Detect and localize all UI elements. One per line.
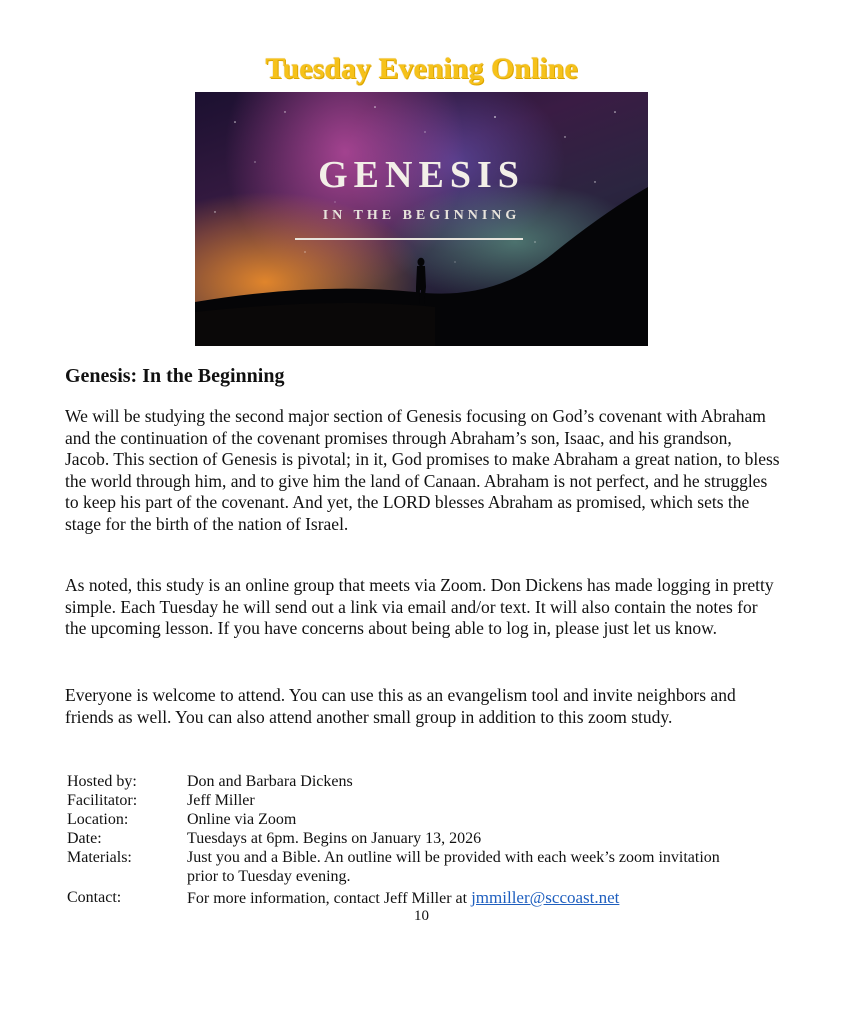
details-row-date xyxy=(67,829,787,848)
date-label: Date: xyxy=(67,830,102,847)
hosted-label: Hosted by: xyxy=(67,773,137,790)
contact-label: Contact: xyxy=(67,889,122,906)
contact-text: For more information, contact Jeff Miller at xyxy=(187,890,472,907)
materials-label: Materials: xyxy=(67,849,132,866)
banner-title: GENESIS xyxy=(318,154,525,196)
section-heading: Genesis: In the Beginning xyxy=(65,365,285,387)
details-row-location xyxy=(67,810,787,829)
banner-subtitle: IN THE BEGINNING xyxy=(322,208,521,223)
hosted-value: Don and Barbara Dickens xyxy=(187,773,353,790)
genesis-banner-image xyxy=(195,92,648,346)
location-value: Online via Zoom xyxy=(187,811,297,828)
contact-email-link[interactable]: jmmiller@sccoast.net xyxy=(471,888,620,907)
details-table xyxy=(67,772,787,908)
details-row-contact xyxy=(67,886,787,908)
materials-value: Just you and a Bible. An outline will be provided with each week’s zoom invitation prior to Tuesday evening. xyxy=(187,849,720,885)
contact-cell xyxy=(187,886,787,908)
page-number: 10 xyxy=(414,908,429,924)
facilitator-label: Facilitator: xyxy=(67,792,138,809)
details-row-facilitator xyxy=(67,791,787,810)
person-silhouette xyxy=(416,258,426,304)
page-title: Tuesday Evening Online xyxy=(265,52,578,85)
location-label: Location: xyxy=(67,811,129,828)
details-row-materials xyxy=(67,848,787,886)
details-row-hosted xyxy=(67,772,787,791)
intro-paragraph: We will be studying the second major section of Genesis focusing on God’s covenant with Abraham and the continuation of the covenant promises through Abraham’s son, Isaac, and his grandson, Jacob. This section of Genesis is pivotal; in it, God promises to make Abraham a great nation, to bless the world through him, and to give him the land of Canaan. Abraham is not perfect, and he struggles to keep his part of the covenant. And yet, the LORD blesses Abraham as promised, which sets the stage for the birth of the nation of Israel. xyxy=(65,406,780,534)
zoom-paragraph: As noted, this study is an online group that meets via Zoom. Don Dickens has made logging in pretty simple. Each Tuesday he will send out a link via email and/or text. It will also contain the notes for the upcoming lesson. If you have concerns about being able to log in, please just let us know. xyxy=(65,575,774,639)
date-value: Tuesdays at 6pm. Begins on January 13, 2026 xyxy=(187,830,482,847)
banner-divider xyxy=(295,238,523,240)
welcome-paragraph: Everyone is welcome to attend. You can use this as an evangelism tool and invite neighbors and friends as well. You can also attend another small group in addition to this zoom study. xyxy=(65,685,736,727)
facilitator-value: Jeff Miller xyxy=(187,792,255,809)
